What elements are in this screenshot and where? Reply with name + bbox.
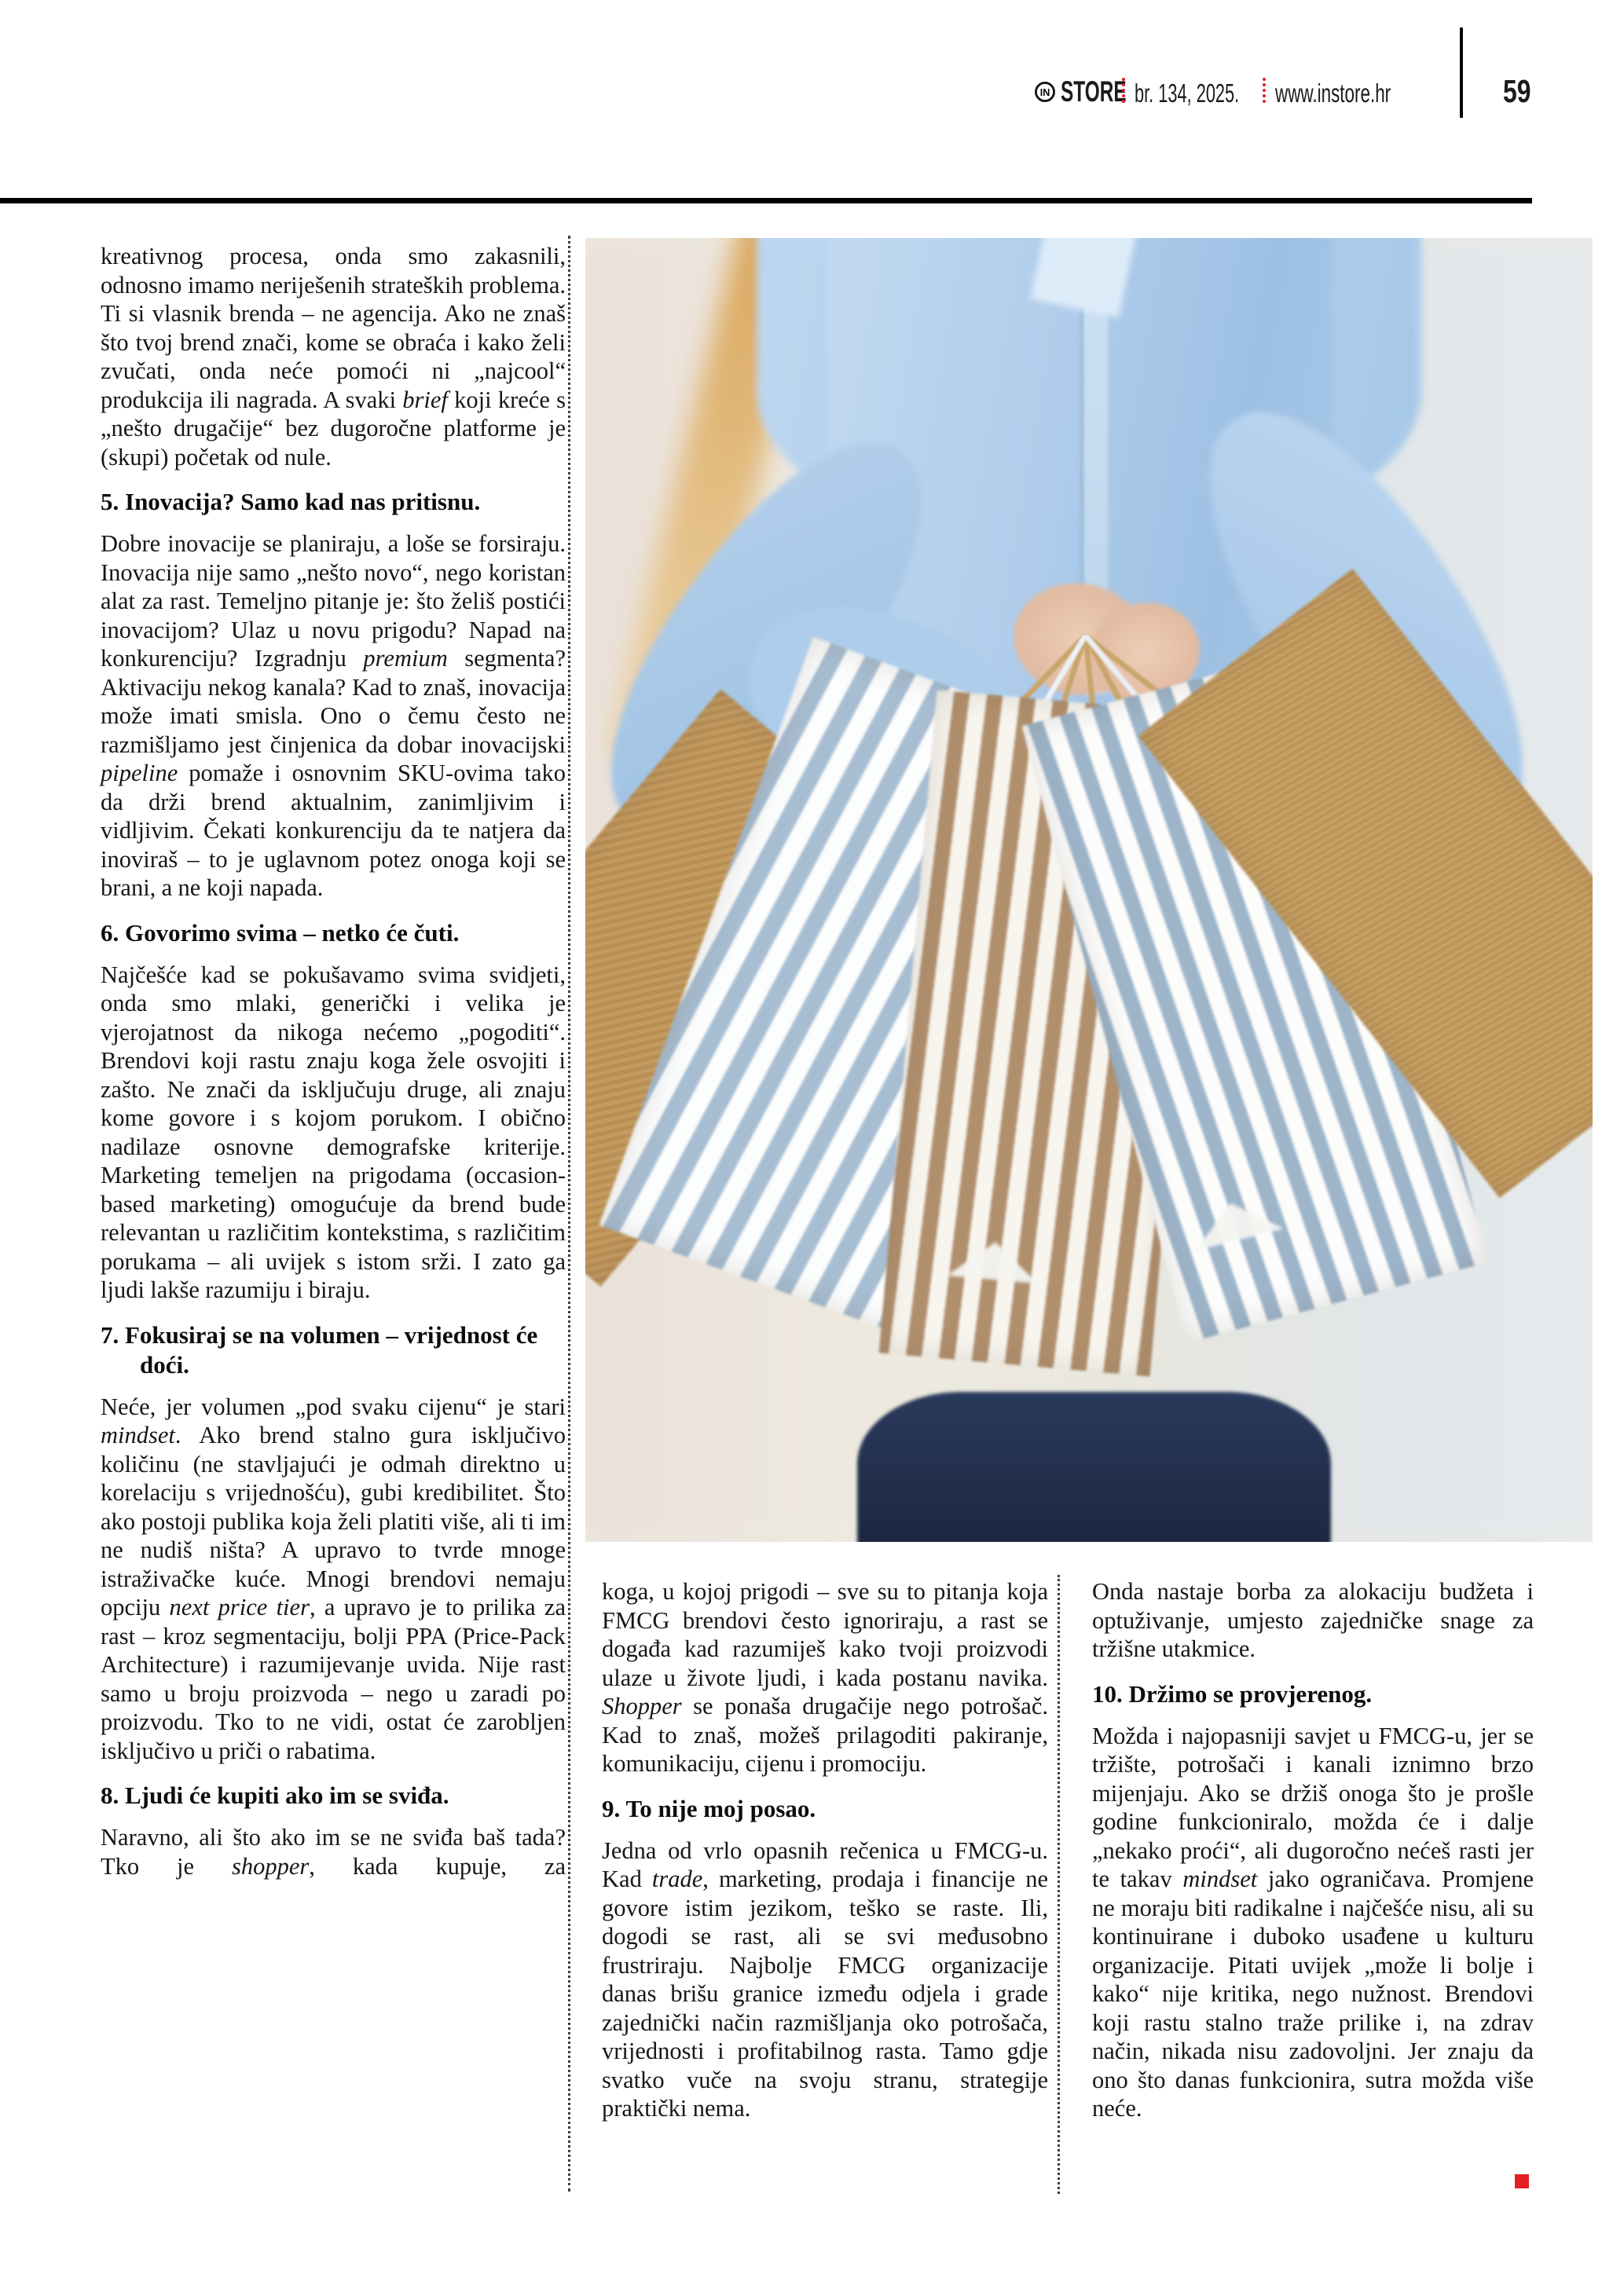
page-number: 59 — [1503, 73, 1531, 109]
body-paragraph: Možda i najopasniji savjet u FMCG-u, jer se tržište, potrošači i kanali iznimno brzo mijenjaju. Ako se držiš onoga što je prošle godine funkcioniralo, možda će i dalje „nekako proći“, ali dugoročno nećeš rasti jer te takav mindset jako ograničava. Promjene ne moraju biti radikalne i najčešće nisu, ali su kontinuirane i duboko usađene u kulturu organizacije. Pitati uvijek „može li bolje i kako“ nije kritika, nego nužnost. Brendovi koji rastu stalno traže prilike i, na zdrav način, nikada nisu zadovoljni. Jer znaju da ono što danas funkcionira, sutra možda više neće. — [1092, 1722, 1534, 2122]
body-paragraph: Neće, jer volumen „pod svaku cijenu“ je stari mindset. Ako brend stalno gura isključivo količinu (ne stavljajući je odmah direktno u korelaciju s vrijednošću), gubi kredibilitet. Što ako postoji publika koja želi platiti više, ali ti im ne nudiš ništa? A upravo to tvrde mnoge istraživačke kuće. Mnogi brendovi nemaju opciju next price tier, a upravo je to prilika za rast – kroz segmentaciju, bolji PPA (Price-Pack Architecture) i razumijevanje uvida. Nije rast samo u broju proizvoda – nego u zaradi po proizvodu. Tko to ne vidi, ostat će zarobljen isključivo u priči o rabatima. — [101, 1393, 566, 1764]
body-paragraph: Naravno, ali što ako im se ne sviđa baš tada? Tko je shopper, kada kupuje, za — [101, 1824, 566, 1880]
section-heading: 9. To nije moj posao. — [602, 1794, 816, 1822]
header-dotted-separator — [1122, 78, 1125, 103]
header-dotted-separator — [1263, 78, 1266, 103]
website-url: www.instore.hr — [1275, 79, 1391, 108]
article-column-left — [101, 242, 566, 1880]
column-divider — [568, 236, 570, 2192]
top-rule — [0, 198, 1532, 203]
magazine-name: STORE — [1061, 75, 1127, 108]
logo-monogram: IN — [1039, 86, 1050, 98]
dark-jeans — [857, 1392, 1331, 1542]
article-column-middle — [602, 1577, 1048, 2123]
section-heading: 5. Inovacija? Samo kad nas pritisnu. — [101, 488, 481, 515]
instore-logo-icon — [1034, 81, 1056, 103]
page-number-divider — [1460, 27, 1463, 118]
article-column-right — [1092, 1577, 1534, 2123]
body-paragraph: Onda nastaje borba za alokaciju budžeta i optuživanje, umjesto zajedničke snage za tržišne utakmice. — [1092, 1578, 1534, 1662]
body-paragraph: koga, u kojoj prigodi – sve su to pitanja koja FMCG brendovi često ignoriraju, a rast se događa kad razumiješ kako tvoji proizvodi ulaze u živote ljudi, i kada postanu navika. Shopper se ponaša drugačije nego potrošač. Kad to znaš, možeš prilagoditi pakiranje, komunikaciju, cijenu i promociju. — [602, 1578, 1048, 1777]
shopping-bags-photo — [585, 238, 1593, 1542]
body-paragraph: Najčešće kad se pokušavamo svima svidjeti, onda smo mlaki, generički i velika je vjerojatnost da nikoga nećemo „pogoditi“. Brendovi koji rastu znaju koga žele osvojiti i zašto. Ne znači da isključuju druge, ali znaju kome govore i s kojom porukom. I obično nadilaze osnovne demografske kriterije. Marketing temeljen na prigodama (occasion-based marketing) omogućuje da brend bude relevantan u različitim kontekstima, s različitim porukama – ali uvijek s istom srži. I zato ga ljudi lakše razumiju i biraju. — [101, 961, 566, 1303]
article-end-marker — [1515, 2174, 1529, 2188]
section-heading: 7. Fokusiraj se na volumen – vrijednost će doći. — [101, 1320, 538, 1379]
section-heading: 6. Govorimo svima – netko će čuti. — [101, 918, 460, 947]
body-paragraph: Dobre inovacije se planiraju, a loše se forsiraju. Inovacija nije samo „nešto novo“, nego koristan alat za rast. Temeljno pitanje je: što želiš postići inovacijom? Ulaz u novu prigodu? Napad na konkurenciju? Izgradnju premium segmenta? Aktivaciju nekog kanala? Kad to znaš, inovacija može imati smisla. Ono o čemu često ne razmišljamo jest činjenica da dobar inovacijski pipeline pomaže i osnovnim SKU-ovima tako da drži brend aktualnim, zanimljivim i vidljivim. Čekati konkurenciju da te natjera da inoviraš – to je uglavnom potez onoga koji se brani, a ne koji napada. — [101, 530, 566, 901]
bag-fold-highlight — [947, 1238, 1041, 1283]
section-heading: 8. Ljudi će kupiti ako im se sviđa. — [101, 1782, 449, 1809]
issue-number: br. 134, 2025. — [1135, 79, 1240, 108]
section-heading: 10. Držimo se provjerenog. — [1092, 1679, 1373, 1708]
body-paragraph: Jedna od vrlo opasnih rečenica u FMCG-u. Kad trade, marketing, prodaja i financije ne govore istim jezikom, teško se raste. Ili, dogodi se rast, ali se svi međusobno frustriraju. Najbolje FMCG organizacije danas brišu granice između odjela i grade zajednički način razmišljanja oko potrošača, vrijednosti i profitabilnog rasta. Tamo gdje svatko vuče na svoju stranu, strategije praktički nema. — [602, 1836, 1049, 2122]
column-divider — [1058, 1575, 1060, 2194]
body-paragraph: kreativnog procesa, onda smo zakasnili, odnosno imamo neriješenih strateških problema. Ti si vlasnik brenda – ne agencija. Ako ne znaš što tvoj brend znači, kome se obraća i kako želi zvučati, onda neće pomoći ni „najcool“ produkcija ili nagrada. A svaki brief koji kreće s „nešto drugačije“ bez dugoročne platforme je (skupi) početak od nule. — [101, 243, 566, 471]
